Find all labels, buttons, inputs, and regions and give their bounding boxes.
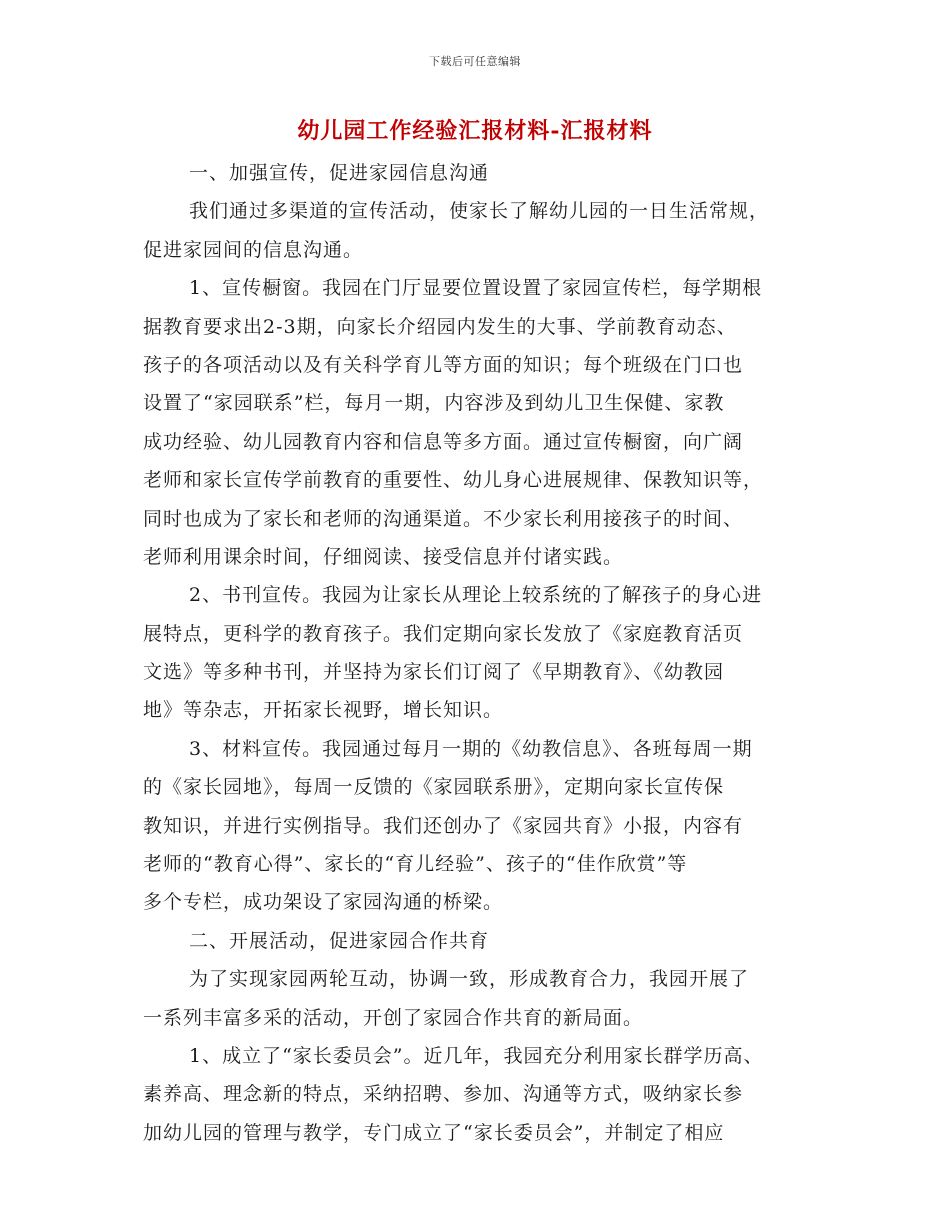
- body-line: 为了实现家园两轮互动，协调一致，形成教育合力，我园开展了: [189, 968, 750, 991]
- body-line: 成功经验、幼儿园教育内容和信息等多方面。通过宣传橱窗，向广阔: [143, 430, 744, 453]
- body-line: 老师利用课余时间，仔细阅读、接受信息并付诸实践。: [143, 545, 624, 568]
- body-line: 教知识，并进行实例指导。我们还创办了《家园共育》小报，内容有: [143, 814, 744, 837]
- body-line: 老师和家长宣传学前教育的重要性、幼儿身心进展规律、保教知识等，: [143, 469, 764, 492]
- body-line: 1、成立了“家长委员会”。近几年，我园充分利用家长群学历高、: [189, 1044, 764, 1067]
- body-line: 一系列丰富多采的活动，开创了家园合作共育的新局面。: [143, 1006, 644, 1029]
- body-line: 一、加强宣传，促进家园信息沟通: [189, 162, 490, 184]
- body-line: 据教育要求出2-3期，向家长介绍园内发生的大事、学前教育动态、: [143, 315, 737, 338]
- body-line: 同时也成为了家长和老师的沟通渠道。不少家长利用接孩子的时间、: [143, 507, 744, 530]
- body-line: 促进家园间的信息沟通。: [143, 238, 364, 261]
- body-line: 文选》等多种书刊，并坚持为家长们订阅了《早期教育》、《幼教园: [143, 661, 725, 684]
- body-line: 老师的“教育心得”、家长的“育儿经验”、孩子的“佳作欣赏”等: [143, 853, 688, 876]
- body-line: 3、材料宣传。我园通过每月一期的《幼教信息》、各班每周一期: [189, 737, 753, 760]
- body-line: 地》等杂志，开拓家长视野，增长知识。: [143, 699, 504, 722]
- body-line: 素养高、理念新的特点，采纳招聘、参加、沟通等方式，吸纳家长参: [143, 1083, 744, 1106]
- body-line: 1、宣传橱窗。我园在门厅显要位置设置了家园宣传栏，每学期根: [189, 277, 763, 300]
- body-line: 的《家长园地》，每周一反馈的《家园联系册》，定期向家长宣传保: [143, 776, 725, 799]
- body-line: 展特点，更科学的教育孩子。我们定期向家长发放了《家庭教育活页: [143, 622, 744, 645]
- body-line: 设置了“家园联系”栏，每月一期，内容涉及到幼儿卫生保健、家教: [143, 392, 725, 415]
- body-line: 加幼儿园的管理与教学，专门成立了“家长委员会”，并制定了相应: [143, 1121, 725, 1144]
- body-line: 多个专栏，成功架设了家园沟通的桥梁。: [143, 891, 504, 914]
- document-title: 幼儿园工作经验汇报材料-汇报材料: [297, 118, 653, 144]
- body-line: 二、开展活动，促进家园合作共育: [189, 929, 490, 952]
- body-line: 我们通过多渠道的宣传活动，使家长了解幼儿园的一日生活常规，: [189, 200, 770, 223]
- body-line: 孩子的各项活动以及有关科学育儿等方面的知识；每个班级在门口也: [143, 353, 744, 376]
- body-line: 2、书刊宣传。我园为让家长从理论上较系统的了解孩子的身心进: [189, 584, 763, 607]
- document-body: [143, 154, 833, 1152]
- header-note: 下载后可任意编辑: [429, 55, 521, 68]
